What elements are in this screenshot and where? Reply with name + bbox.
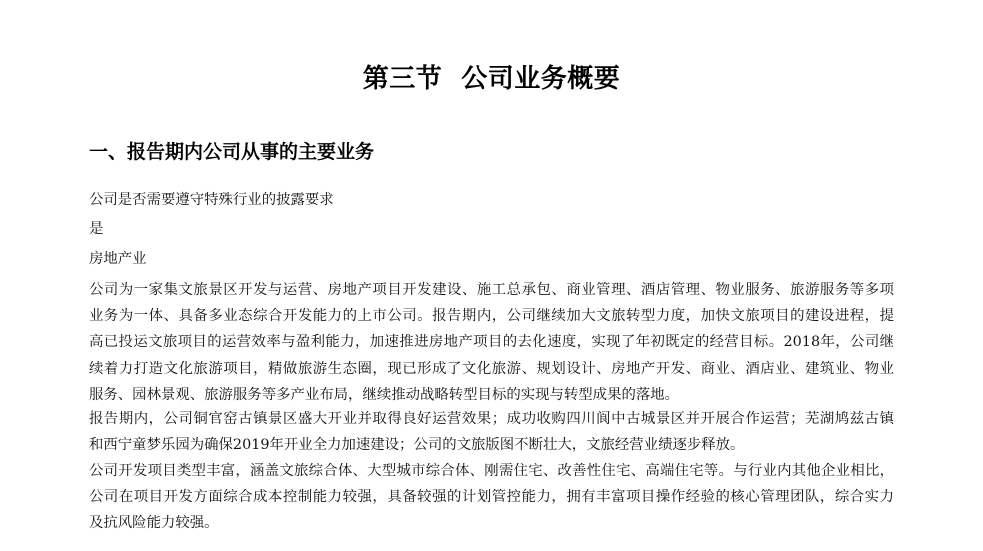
development-capability-paragraph bbox=[89, 458, 894, 537]
main-business-heading: 一、报告期内公司从事的主要业务 bbox=[89, 141, 375, 163]
section-title: 第三节 公司业务概要 bbox=[362, 64, 621, 94]
paragraph-line: 公司开发项目类型丰富，涵盖文旅综合体、大型城市综合体、刚需住宅、改善性住宅、高端住宅等。与行业内其他企业相比， bbox=[89, 463, 894, 479]
paragraph-line: 业务为一体、具备多业态综合开发能力的上市公司。报告期内，公司继续加大文旅转型力度，加快文旅项目的建设进程，提 bbox=[89, 308, 894, 325]
paragraph-line: 报告期内，公司铜官窑古镇景区盛大开业并取得良好运营效果；成功收购四川阆中古城景区并开展合作运营；芜湖鸠兹古镇 bbox=[89, 411, 894, 427]
business-overview-paragraph bbox=[89, 277, 894, 408]
paragraph-line: 及抗风险能力较强。 bbox=[89, 515, 219, 532]
paragraph-line: 公司在项目开发方面综合成本控制能力较强，具备较强的计划管控能力，拥有丰富项目操作经验的核心管理团队，综合实力 bbox=[89, 489, 894, 506]
industry-label: 房地产业 bbox=[89, 251, 147, 267]
disclosure-question: 公司是否需要遵守特殊行业的披露要求 bbox=[89, 192, 334, 208]
tourism-projects-paragraph bbox=[89, 406, 894, 458]
paragraph-line: 续着力打造文化旅游项目，精做旅游生态圈，现已形成了文化旅游、规划设计、房地产开发、商业、酒店业、建筑业、物业 bbox=[89, 360, 894, 377]
paragraph-line: 公司为一家集文旅景区开发与运营、房地产项目开发建设、施工总承包、商业管理、酒店管理、物业服务、旅游服务等多项 bbox=[89, 282, 894, 298]
paragraph-line: 高已投运文旅项目的运营效率与盈利能力，加速推进房地产项目的去化速度，实现了年初既定的经营目标。2018年，公司继 bbox=[89, 334, 894, 351]
paragraph-line: 服务、园林景观、旅游服务等多产业布局，继续推动战略转型目标的实现与转型成果的落地。 bbox=[89, 386, 680, 403]
paragraph-line: 和西宁童梦乐园为确保2019年开业全力加速建设；公司的文旅版图不断壮大，文旅经营业绩逐步释放。 bbox=[89, 437, 745, 454]
disclosure-answer: 是 bbox=[89, 221, 104, 237]
